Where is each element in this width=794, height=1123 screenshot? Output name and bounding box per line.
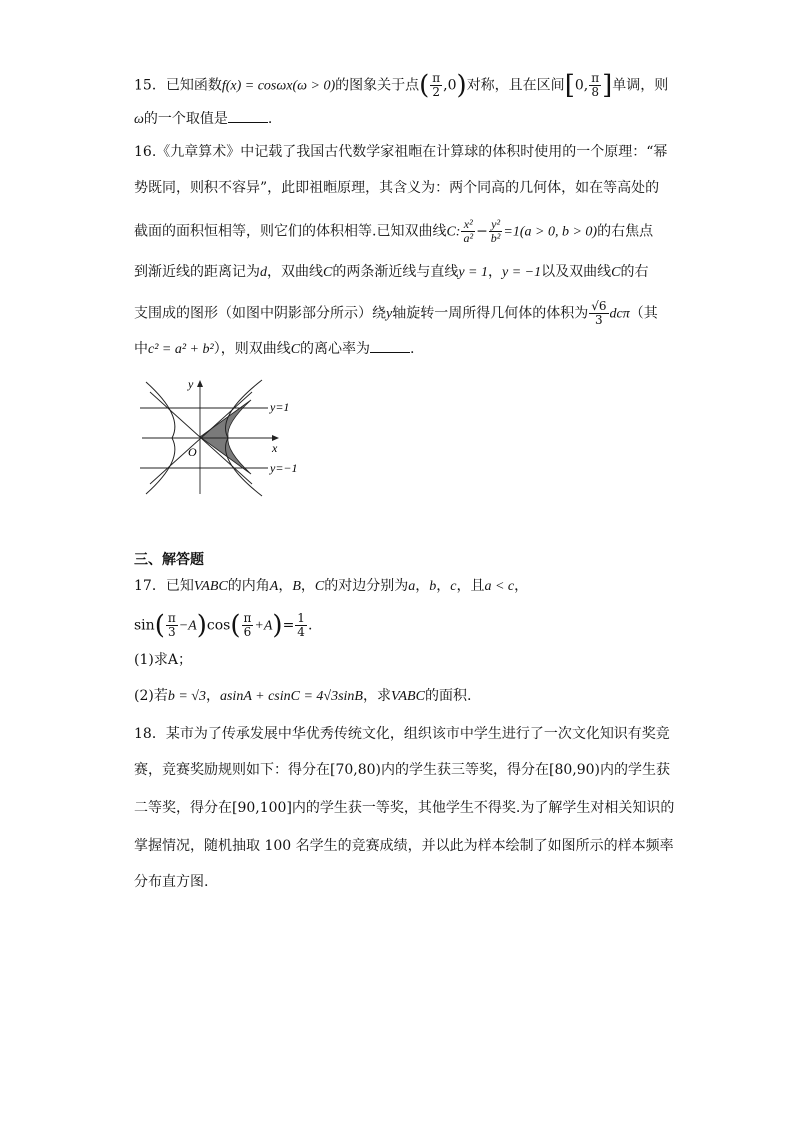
q15-text: 15．已知函数 bbox=[134, 77, 222, 94]
answer-blank[interactable] bbox=[228, 108, 268, 123]
q15-point-rest: ,0 bbox=[443, 77, 457, 94]
q15-text: 对称，且在区间 bbox=[466, 77, 565, 94]
q18-line5: 分布直方图. bbox=[134, 874, 209, 890]
q17-line1: 17．已知VABC的内角A，B，C的对边分别为a，b，c，且a < c， bbox=[134, 578, 529, 594]
q15-omega: ω bbox=[134, 112, 144, 127]
q17-equation: sin( $\frac{\pi}{3}$ −A)cos( $\frac{\pi}{6}$ +A)= $\frac{1}{4}$ . bbox=[134, 610, 313, 641]
label-ym1: y=−1 bbox=[270, 461, 298, 475]
q15-point-fraction: $\frac{\pi}{2}$ bbox=[432, 71, 441, 99]
label-y1: y=1 bbox=[270, 400, 290, 414]
q16-line6: 中c² = a² + b²），则双曲线C的离心率为 . bbox=[134, 338, 415, 360]
q16-line4: 到渐近线的距离记为d，双曲线C的两条渐近线与直线y = 1，y = −1以及双曲线C的右 bbox=[134, 264, 649, 280]
q15-line2: ω的一个取值是 . bbox=[134, 108, 272, 130]
label-x: x bbox=[272, 441, 278, 455]
q15-interval-fraction: $\frac{\pi}{8}$ bbox=[591, 71, 600, 99]
q16-frac-x: $\frac{\text{x²}}{\text{a²}}$ bbox=[463, 217, 474, 245]
q18-line4: 掌握情况，随机抽取 100 名学生的竞赛成绩，并以此为样本绘制了如图所示的样本频率 bbox=[134, 838, 674, 854]
paren-close: ) bbox=[456, 70, 467, 101]
q18-line1: 18．某市为了传承发展中华优秀传统文化，组织该市中学生进行了一次文化知识有奖竞 bbox=[134, 726, 670, 742]
q15-line1 bbox=[134, 72, 668, 99]
q18-line2: 赛，竞赛奖励规则如下：得分在[70,80)内的学生获三等奖，得分在[80,90)内的学生获 bbox=[134, 762, 671, 778]
paren-open: ( bbox=[419, 70, 430, 101]
q15-text: 单调，则 bbox=[612, 77, 669, 94]
q17-part2: (2)若b = √3，asinA + csinC = 4√3sinB，求VABC的面积. bbox=[134, 688, 472, 704]
shaded-region bbox=[200, 400, 251, 474]
q16-eq-rest: =1(a > 0, b > 0) bbox=[503, 224, 598, 240]
bracket-close: ] bbox=[602, 70, 613, 101]
q17-part1: (1)求A； bbox=[134, 652, 192, 668]
q15-text: 的一个取值是 bbox=[143, 111, 228, 127]
q16-volume-fraction: $\frac{√6}{3}$ bbox=[591, 299, 607, 327]
q15-text: 的图象关于点 bbox=[335, 77, 420, 94]
q16-line2: 势既同，则积不容异”，此即祖暅原理，其含义为：两个同高的几何体，如在等高处的 bbox=[134, 180, 660, 196]
q15-interval-left: 0, bbox=[574, 77, 589, 94]
q16-line5: 支围成的图形（如图中阴影部分所示）绕y轴旋转一周所得几何体的体积为 $\frac{√6}{3}$ dcπ（其 bbox=[134, 299, 658, 327]
answer-blank[interactable] bbox=[370, 338, 410, 353]
q16-line3: 截面的面积恒相等，则它们的体积相等.已知双曲线C: $\frac{\text{x²}}{\text{a²}}$ − $\frac{\text{y²}}{\text{b²}}$ =1(a > 0, b > 0)的右焦点 bbox=[134, 217, 654, 245]
y-axis-arrow bbox=[197, 380, 203, 387]
section-title: 三、解答题 bbox=[134, 552, 204, 568]
bracket-open: [ bbox=[564, 70, 575, 101]
q16-line1: 16.《九章算术》中记载了我国古代数学家祖暅在计算球的体积时使用的一个原理：“幂 bbox=[134, 144, 668, 160]
label-y: y bbox=[188, 377, 194, 391]
hyperbola-figure bbox=[134, 376, 314, 500]
q18-line3: 二等奖，得分在[90,100]内的学生获一等奖，其他学生不得奖.为了解学生对相关知识的 bbox=[134, 800, 675, 816]
label-origin: O bbox=[188, 445, 197, 459]
q15-function: f(x) = cosωx(ω > 0) bbox=[221, 78, 336, 94]
q16-frac-y: $\frac{\text{y²}}{\text{b²}}$ bbox=[490, 217, 501, 245]
q16-curve-name: C: bbox=[446, 224, 461, 240]
